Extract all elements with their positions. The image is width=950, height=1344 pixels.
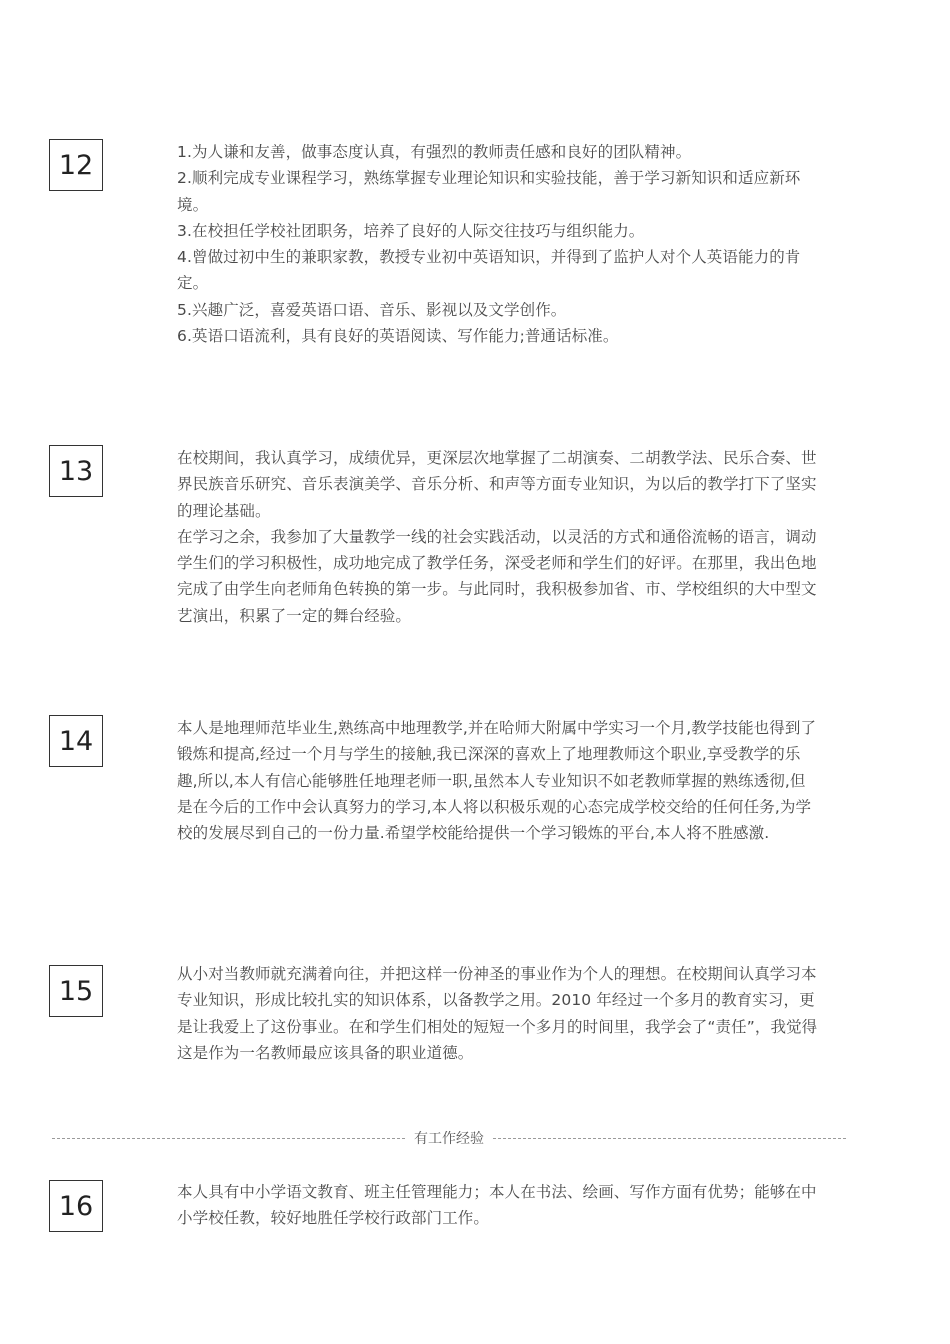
entry-paragraph: 4.曾做过初中生的兼职家教，教授专业初中英语知识，并得到了监护人对个人英语能力的肯定。	[177, 248, 801, 293]
entry-paragraph: 5.兴趣广泛，喜爱英语口语、音乐、影视以及文学创作。	[177, 300, 567, 319]
entry-text	[177, 139, 820, 349]
entry-paragraph: 在校期间，我认真学习，成绩优异，更深层次地掌握了二胡演奏、二胡教学法、民乐合奏、世界民族音乐研究、音乐表演美学、音乐分析、和声等方面专业知识，为以后的教学打下了坚实的理论基础。	[177, 449, 817, 520]
entry-number-box: 12	[49, 139, 103, 191]
entry-paragraph: 3.在校担任学校社团职务，培养了良好的人际交往技巧与组织能力。	[177, 221, 645, 240]
entry-paragraph: 从小对当教师就充满着向往，并把这样一份神圣的事业作为个人的理想。在校期间认真学习本专业知识，形成比较扎实的知识体系，以备教学之用。2010 年经过一个多月的教育实习，更是让我爱上了这份事业。在和学生们相处的短短一个多月的时间里，我学会了“责任”，我觉得这是作为一名教师最应该具备的职业道德。	[177, 965, 818, 1062]
entry-text	[177, 961, 820, 1066]
divider-line-right	[493, 1138, 846, 1139]
divider-label: 有工作经验	[414, 1131, 484, 1147]
entry-paragraph: 6.英语口语流利，具有良好的英语阅读、写作能力;普通话标准。	[177, 327, 619, 346]
entry-number-box: 13	[49, 445, 103, 497]
entry-text	[177, 715, 820, 846]
entry-text	[177, 1179, 820, 1232]
entry-paragraph: 在学习之余，我参加了大量教学一线的社会实践活动，以灵活的方式和通俗流畅的语言，调动学生们的学习积极性，成功地完成了教学任务，深受老师和学生们的好评。在那里，我出色地完成了由学生向老师角色转换的第一步。与此同时，我积极参加省、市、学校组织的大中型文艺演出，积累了一定的舞台经验。	[177, 527, 817, 625]
entry-paragraph: 本人具有中小学语文教育、班主任管理能力；本人在书法、绘画、写作方面有优势；能够在中小学校任教，较好地胜任学校行政部门工作。	[177, 1183, 817, 1228]
entry-number-box: 16	[49, 1180, 103, 1232]
entry-number-box: 14	[49, 715, 103, 767]
entry-number-box: 15	[49, 965, 103, 1017]
entry-paragraph: 本人是地理师范毕业生,熟练高中地理教学,并在哈师大附属中学实习一个月,教学技能也得到了锻炼和提高,经过一个月与学生的接触,我已深深的喜欢上了地理教师这个职业,享受教学的乐趣,所以,本人有信心能够胜任地理老师一职,虽然本人专业知识不如老教师掌握的熟练透彻,但是在今后的工作中会认真努力的学习,本人将以积极乐观的心态完成学校交给的任何任务,为学校的发展尽到自己的一份力量.希望学校能给提供一个学习锻炼的平台,本人将不胜感激.	[177, 719, 817, 843]
entry-paragraph: 2.顺利完成专业课程学习，熟练掌握专业理论知识和实验技能，善于学习新知识和适应新环境。	[177, 169, 801, 214]
divider-line-left	[52, 1138, 405, 1139]
entry-paragraph: 1.为人谦和友善，做事态度认真，有强烈的教师责任感和良好的团队精神。	[177, 143, 692, 161]
entry-text	[177, 445, 820, 629]
section-divider	[52, 1126, 846, 1150]
